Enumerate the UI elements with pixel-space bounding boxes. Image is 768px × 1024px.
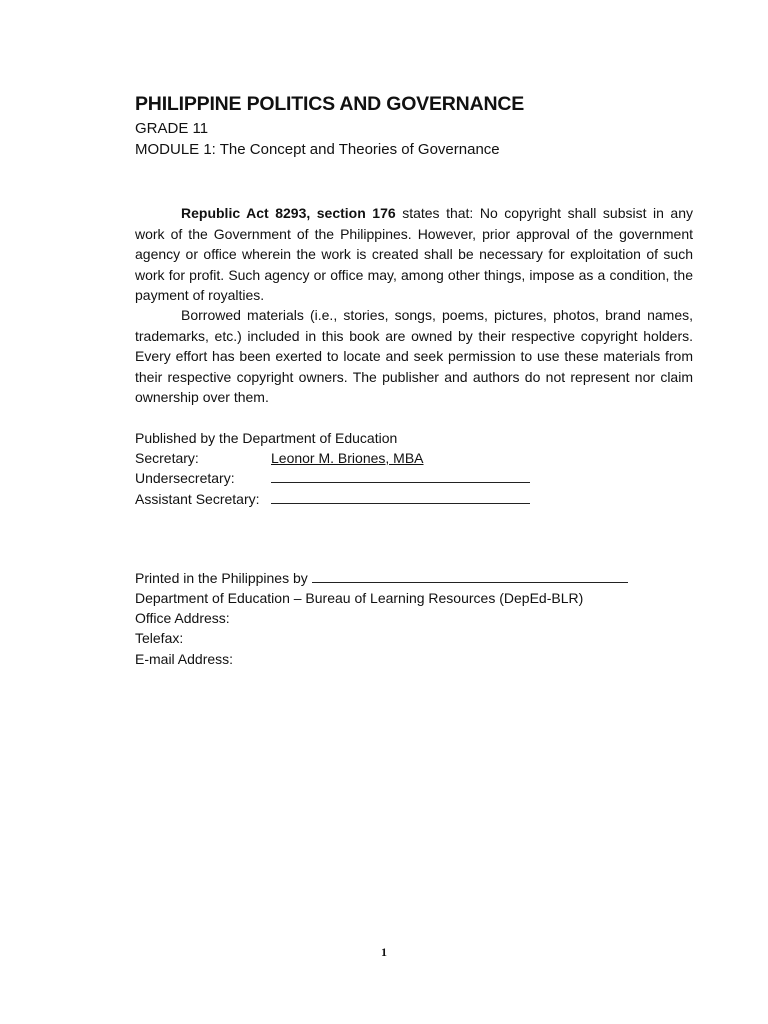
document-title: PHILIPPINE POLITICS AND GOVERNANCE [135, 93, 525, 115]
module-title: MODULE 1: The Concept and Theories of Governance [135, 141, 500, 158]
grade-level: GRADE 11 [135, 120, 209, 137]
republic-act-reference: Republic Act 8293, section 176 [181, 205, 396, 221]
secretary-row [135, 448, 424, 468]
secretary-label: Secretary: [135, 450, 199, 466]
printed-in-label: Printed in the Philippines by [135, 570, 308, 586]
copyright-paragraph-1-text: states that: No copyright shall subsist in any work of the Government of the Philippines. However, prior approval of the government agency or office wherein the work is created shall be necessary for exploitation of such work for profit. Such agency or office may, among other things, impose as a condition, the payment of royalties. [135, 205, 694, 303]
secretary-value: Leonor M. Briones, MBA [271, 450, 424, 466]
page-number: 1 [381, 945, 387, 959]
telefax-label: Telefax: [135, 630, 184, 646]
assistant-secretary-blank [271, 489, 530, 504]
undersecretary-label: Undersecretary: [135, 470, 235, 486]
copyright-paragraph-2-text: Borrowed materials (i.e., stories, songs, poems, pictures, photos, brand names, trademarks, etc.) included in this book are owned by their respective copyright holders. Every effort has been exerted to locate and seek permission to use these materials from their respective copyright owners. The publisher and authors do not represent nor claim ownership over them. [135, 307, 693, 405]
copyright-paragraph-2 [135, 305, 693, 408]
printer-blank [312, 568, 628, 583]
undersecretary-row [135, 468, 530, 488]
copyright-paragraph-1 [135, 203, 693, 306]
assistant-secretary-label: Assistant Secretary: [135, 491, 260, 507]
email-address-label: E-mail Address: [135, 651, 234, 667]
bureau-line: Department of Education – Bureau of Learning Resources (DepEd-BLR) [135, 590, 584, 606]
printed-in-row [135, 568, 628, 588]
published-by-line: Published by the Department of Education [135, 430, 398, 446]
assistant-secretary-row [135, 489, 530, 509]
undersecretary-blank [271, 468, 530, 483]
office-address-label: Office Address: [135, 610, 230, 626]
